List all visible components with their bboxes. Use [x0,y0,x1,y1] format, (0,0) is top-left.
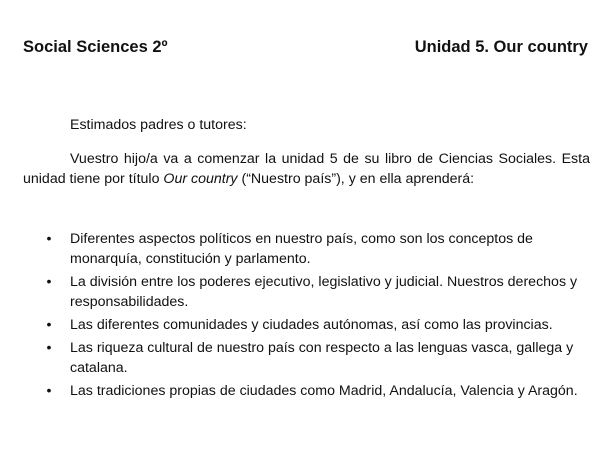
list-item-text: Las diferentes comunidades y ciudades autónomas, así como las provincias. [70,317,553,333]
list-item [23,272,591,312]
unit-name-italic: Our country [163,171,238,187]
bullet-icon: • [46,383,52,399]
list-item [23,229,591,269]
list-item-text: Las tradiciones propias de ciudades como Madrid, Andalucía, Valencia y Aragón. [70,383,578,399]
subject-title: Social Sciences 2º [23,38,168,56]
intro-text-end: (“Nuestro país”), y en ella aprenderá: [237,171,475,187]
page-header [23,38,588,62]
list-item [23,315,591,335]
list-item-text: Las riqueza cultural de nuestro país con respecto a las lenguas vasca, gallega y catalana. [70,340,574,376]
list-item [23,381,591,401]
list-item [23,338,591,378]
bullet-icon: • [46,231,52,247]
greeting: Estimados padres o tutores: [70,117,247,133]
list-item-text: Diferentes aspectos políticos en nuestro país, como son los conceptos de monarquía, constitución y parlamento. [70,231,533,267]
topics-list [23,229,591,404]
unit-title: Unidad 5. Our country [414,38,588,56]
intro-paragraph [23,149,590,189]
bullet-icon: • [46,274,52,290]
bullet-icon: • [46,340,52,356]
list-item-text: La división entre los poderes ejecutivo, legislativo y judicial. Nuestros derechos y responsabilidades. [70,274,578,310]
intro-text-start: Vuestro hijo/a va a comenzar la unidad 5 de su libro de Ciencias Sociales. Esta unidad tiene por título [23,151,590,187]
bullet-icon: • [46,317,52,333]
